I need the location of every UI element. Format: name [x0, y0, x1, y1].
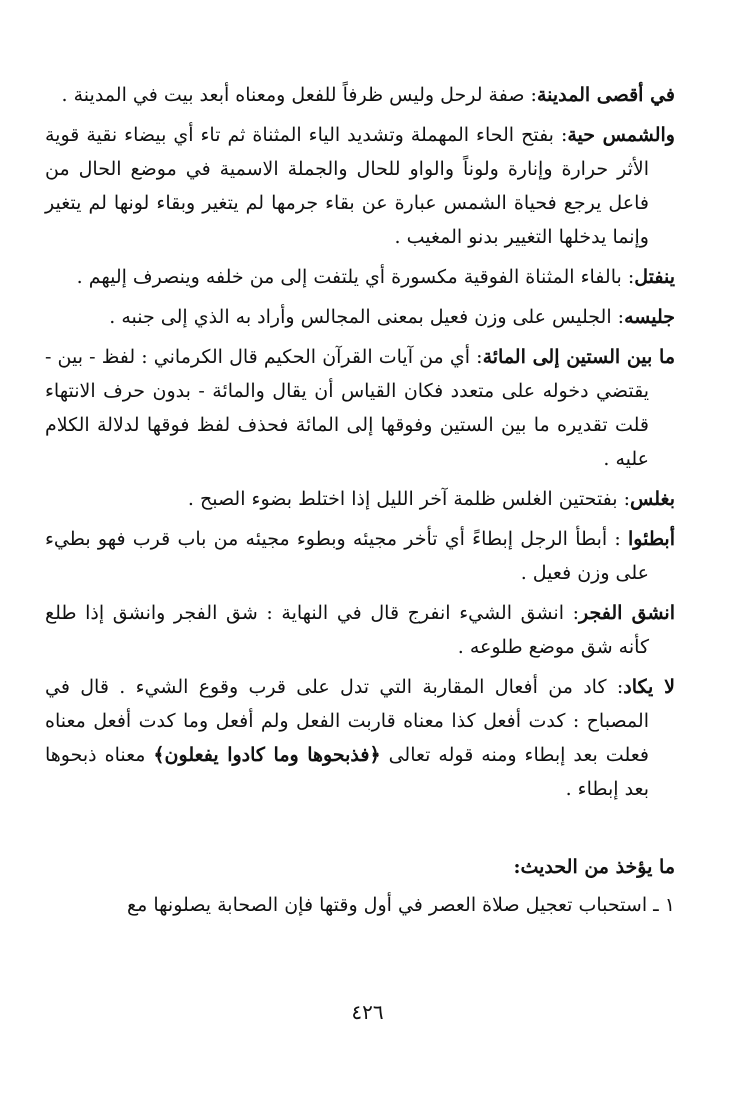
entry-separator: : [611, 306, 625, 328]
quran-quote: ﴿فذبحوها وما كادوا يفعلون﴾ [153, 744, 381, 766]
entry-text: أي من آيات القرآن الحكيم قال الكرماني : لفظ - بين - يقتضي دخوله على متعدد فكان القياس أن يقال والمائة - بدون حرف الانتهاء قلت تقديره ما بين الستين وفوقها إلى المائة فحذف لفظ فوقها لدلالة الكلام عليه . [45, 346, 649, 470]
point-number: ١ [664, 894, 675, 916]
entry-la-yakad [45, 670, 675, 806]
point-text: استحباب تعجيل صلاة العصر في أول وقتها فإن الصحابة يصلونها مع [127, 894, 648, 916]
entry-inshaqqa-al-fajr [45, 596, 675, 664]
entry-al-shams-hayya [45, 118, 675, 254]
entry-text: صفة لرحل وليس ظرفاً للفعل ومعناه أبعد بيت في المدينة . [61, 84, 525, 106]
entry-ma-bayna-al-sittin [45, 340, 675, 476]
entry-separator: : [524, 84, 537, 106]
entry-jalisuhu [45, 300, 675, 334]
entry-separator: : [553, 124, 568, 146]
entry-text: بفتحتين الغلس ظلمة آخر الليل إذا اختلط بضوء الصبح . [187, 488, 618, 510]
entry-term: أبطئوا [628, 528, 675, 550]
entry-term: والشمس حية [567, 124, 675, 146]
entry-aqsa-al-madina [45, 78, 675, 112]
entry-text: كاد من أفعال المقاربة التي تدل على قرب وقوع الشيء . قال في المصباح : كدت أفعل كذا معناه قاربت الفعل ولم أفعل وما كدت أفعل معناه فعلت بعد إبطاء ومنه قوله تعالى [45, 676, 649, 766]
entry-text: بالفاء المثناة الفوقية مكسورة أي يلتفت إلى من خلفه وينصرف إليهم . [76, 266, 622, 288]
entry-text: أبطأ الرجل إبطاءً أي تأخر مجيئه وبطوء مجيئه من باب قرب فهو بطيء على وزن فعيل . [45, 528, 649, 584]
page-number: ٤٢٦ [351, 1000, 384, 1024]
entry-separator: : [621, 266, 635, 288]
entry-yanfatil [45, 260, 675, 294]
entry-text: الجليس على وزن فعيل بمعنى المجالس وأراد به الذي إلى جنبه . [109, 306, 612, 328]
entry-separator: : [563, 602, 580, 624]
page-body [45, 78, 675, 1060]
entry-separator: : [606, 676, 624, 698]
entry-term: لا يكاد [623, 676, 675, 698]
entry-separator: : [607, 528, 629, 550]
point-dash: ـ [647, 894, 665, 916]
entry-term: جليسه [624, 306, 675, 328]
entry-separator: : [617, 488, 631, 510]
entry-text: انشق الشيء انفرج قال في النهاية : شق الفجر وانشق إذا طلع كأنه شق موضع طلوعه . [45, 602, 649, 658]
entry-separator: : [470, 346, 483, 368]
entry-text: بفتح الحاء المهملة وتشديد الياء المثناة ثم تاء أي بيضاء نقية قوية الأثر حرارة وإنارة ولوناً والواو للحال والجملة الاسمية في موضع الحال من فاعل يرجع فحياة الشمس عبارة عن بقاء جرمها لم يتغير وبقاء لونها لم يتغير وإنما يدخلها التغيير بدنو المغيب . [45, 124, 649, 248]
entry-term: بغلس [630, 488, 675, 510]
entry-bighalas [45, 482, 675, 516]
section-title: ما يؤخذ من الحديث: [513, 856, 675, 878]
entry-term: ما بين الستين إلى المائة [482, 346, 675, 368]
entry-term: انشق الفجر [579, 602, 675, 624]
entry-abtau [45, 522, 675, 590]
entry-term: ينفتل [634, 266, 675, 288]
lesson-point [45, 888, 675, 922]
entry-text-after: معناه ذبحوها بعد إبطاء . [45, 744, 649, 800]
entry-term: في أقصى المدينة [536, 84, 675, 106]
